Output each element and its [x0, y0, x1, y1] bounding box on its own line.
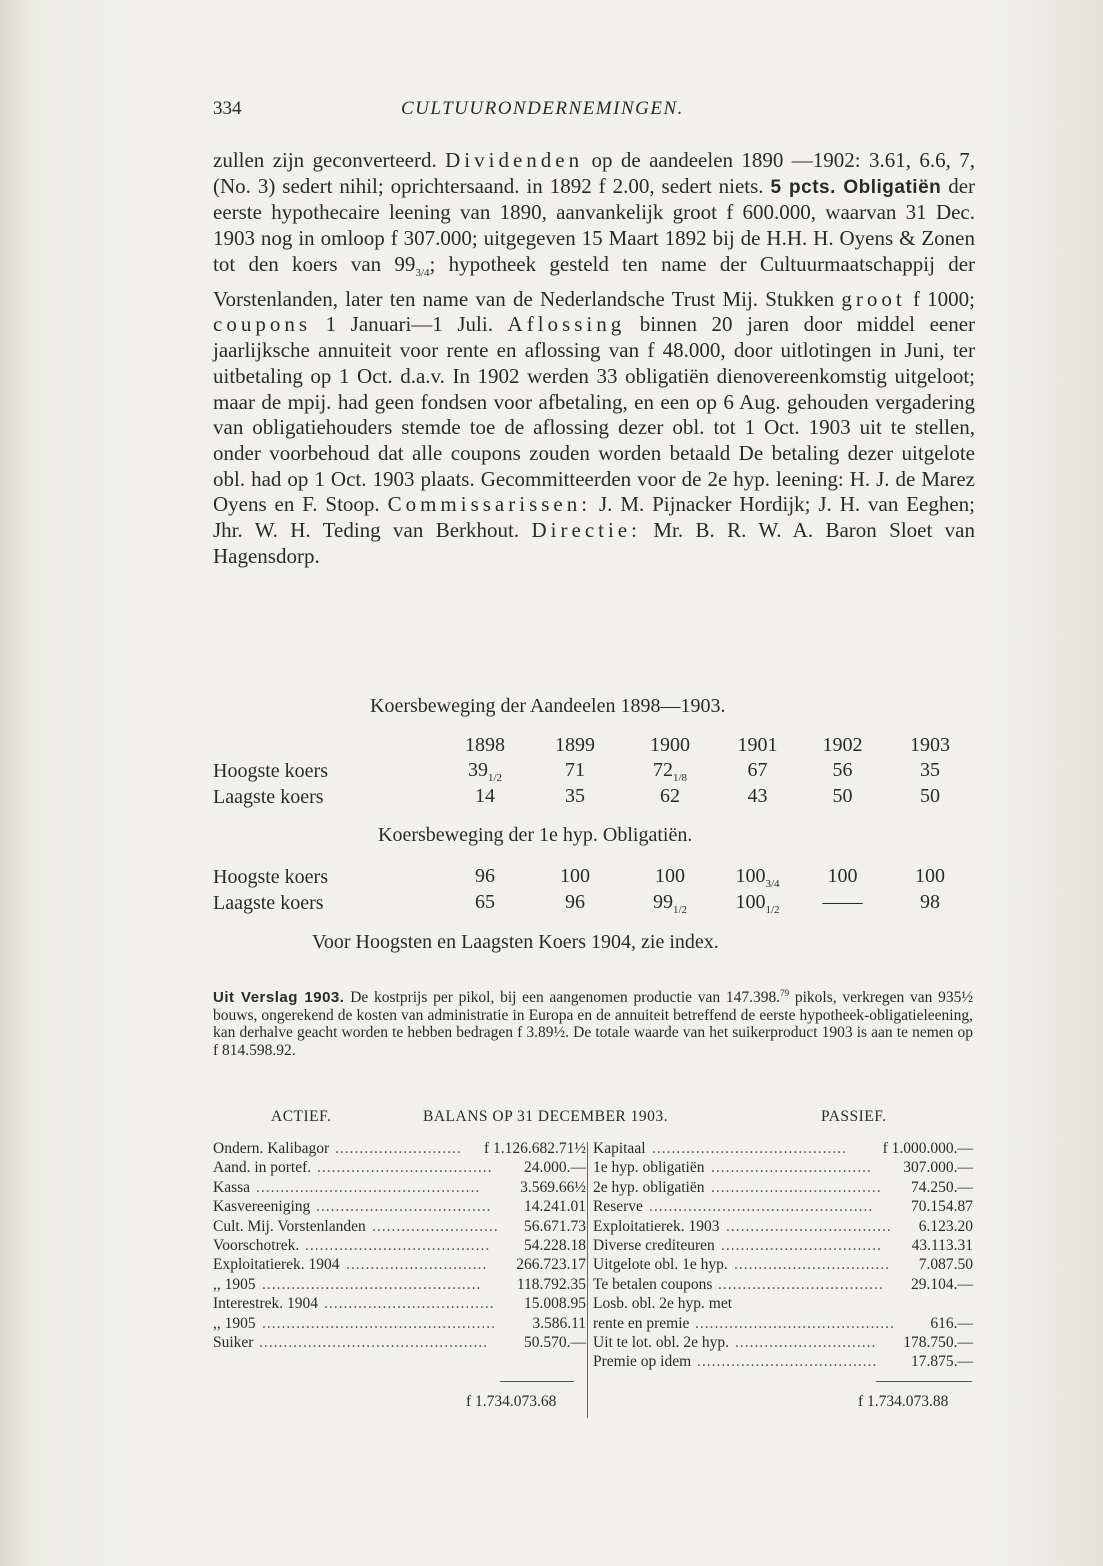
- row-value: 24.000.—: [524, 1159, 586, 1177]
- year-cell: 1899: [555, 733, 595, 756]
- year-cell: 1901: [737, 733, 778, 756]
- column-divider: [587, 1142, 588, 1418]
- table-row: [213, 1256, 586, 1275]
- value-cell: 14: [475, 784, 495, 807]
- row-label: Uitgelote obl. 1e hyp.: [593, 1256, 728, 1274]
- keyword-groot: groot: [841, 286, 906, 311]
- row-value: 56.671.73: [524, 1217, 586, 1235]
- value-cell: ——: [822, 890, 863, 913]
- row-value: 7.087.50: [918, 1256, 973, 1274]
- row-value: 17.875.—: [911, 1353, 973, 1371]
- row-label: 2e hyp. obligatiën: [593, 1178, 705, 1196]
- table-row: [593, 1295, 973, 1314]
- leader-dots: .................................: [721, 1236, 882, 1254]
- row-value: 14.241.01: [524, 1198, 586, 1216]
- leader-dots: ..............................................: [256, 1178, 481, 1196]
- row-label: Kasvereeniging: [213, 1198, 311, 1216]
- body-paragraph: [213, 148, 975, 569]
- row-label: 1e hyp. obligatiën: [593, 1159, 705, 1177]
- verslag-heading: Uit Verslag 1903.: [213, 989, 345, 1007]
- keyword-commissarissen: Commissarissen:: [387, 492, 592, 517]
- table-row: [593, 1334, 973, 1353]
- running-title: CULTUURONDERNEMINGEN.: [401, 98, 684, 119]
- text-span: J. M. Pijnacker Hordijk; J. H. van Eeghen; Jhr. W. H. Teding van Berkhout.: [213, 492, 976, 543]
- leader-dots: ..........................: [335, 1140, 462, 1157]
- leader-dots: .................................: [711, 1159, 872, 1177]
- table-row: [213, 1276, 586, 1295]
- table-row: [213, 1198, 586, 1217]
- table-row: [213, 1315, 586, 1334]
- koers-aandeelen-caption: Koersbeweging der Aandeelen 1898—1903.: [370, 695, 726, 717]
- text-span: pikols, verkregen van 935½ bouws, ongerekend de kosten van administratie in Europa en de annuiteit betreffend de eerste hypotheek-obligatieleening, kan derhalve geacht worden te hebben bedragen f 3.89½. De totale waarde van het suikerproduct 1903 is aan te nemen op f 814.598.92.: [213, 989, 973, 1059]
- row-label: Aand. in portef.: [213, 1159, 312, 1177]
- text-span: Mr. B. R. W. A. Baron Sloet van Hagensdorp.: [213, 518, 976, 568]
- table-row: [593, 1218, 973, 1237]
- value-cell: 67: [747, 758, 768, 781]
- keyword-directie: Directie:: [531, 518, 641, 543]
- value-cell: 50: [920, 784, 940, 807]
- table-row: [213, 1334, 586, 1353]
- row-value: 50.570.—: [524, 1333, 586, 1351]
- row-label: Ondern. Kalibagor: [213, 1140, 330, 1157]
- text-span: op de aandeelen 1890 —1902: 3.61, 6.6, 7, (No. 3) sedert nihil; oprichtersaand. in 1892 f 2.00, sedert niets.: [213, 148, 976, 198]
- row-label: Suiker: [213, 1333, 254, 1351]
- table-row: [593, 1256, 973, 1275]
- row-value: 178.750.—: [903, 1333, 973, 1351]
- page-number: 334: [213, 98, 242, 119]
- table-row: [213, 758, 975, 784]
- value-cell: $100_{1/2}$: [735, 890, 780, 916]
- table-row: [593, 1353, 973, 1372]
- row-label: Exploitatierek. 1904: [213, 1256, 340, 1274]
- year-cell: 1898: [465, 733, 505, 756]
- balans-header: [213, 1108, 973, 1128]
- table-header-row: [213, 732, 975, 758]
- row-label: ,, 1905: [213, 1275, 256, 1293]
- total-rule: [500, 1381, 574, 1382]
- row-label: Kapitaal: [593, 1140, 646, 1157]
- row-value: 74.250.—: [911, 1178, 973, 1196]
- year-cell: 1900: [650, 733, 690, 756]
- row-value: 616.—: [930, 1314, 973, 1332]
- row-value: 54.228.18: [524, 1236, 586, 1254]
- text-span: De kostprijs per pikol, bij een aangenomen productie van 147.398.: [350, 989, 781, 1007]
- leader-dots: ..........................: [372, 1217, 499, 1235]
- leader-dots: ................................................: [262, 1314, 496, 1332]
- actief-heading: ACTIEF.: [271, 1108, 332, 1125]
- year-cell: 1902: [822, 733, 863, 756]
- value-cell: 96: [565, 890, 585, 913]
- table-row: [213, 1295, 586, 1314]
- row-value: 43.113.31: [911, 1236, 973, 1254]
- row-label: Exploitatierek. 1903: [593, 1217, 720, 1235]
- value-cell: 35: [920, 758, 940, 781]
- table-row: [593, 1179, 973, 1198]
- value-cell: 65: [475, 890, 495, 913]
- keyword-coupons: coupons: [213, 312, 311, 337]
- row-value: 307.000.—: [903, 1159, 973, 1177]
- row-label: Laagste koers: [213, 785, 324, 808]
- value-cell: 71: [565, 758, 585, 781]
- row-label: Uit te lot. obl. 2e hyp.: [593, 1333, 730, 1351]
- table-row: [593, 1140, 973, 1159]
- row-value: 29.104.—: [911, 1275, 973, 1293]
- keyword-dividenden: Dividenden: [445, 148, 584, 172]
- table-row: [213, 864, 975, 890]
- row-label: Te betalen coupons: [593, 1275, 713, 1293]
- row-label: Voorschotrek.: [213, 1236, 300, 1254]
- value-cell: 100: [915, 864, 945, 887]
- value-cell: 56: [832, 758, 853, 781]
- text-span: ; hypotheek gesteld ten name der Cultuurmaatschappij der Vorstenlanden, later ten name van de Nederlandsche Trust Mij. Stukken: [213, 251, 976, 311]
- leader-dots: ................................: [734, 1256, 890, 1274]
- leader-dots: ...................................: [711, 1178, 882, 1196]
- koers-obligatien-caption: Koersbeweging der 1e hyp. Obligatiën.: [378, 824, 693, 846]
- keyword-aflossing: Aflossing: [507, 312, 626, 337]
- row-label: Cult. Mij. Vorstenlanden: [213, 1217, 366, 1235]
- text-span: f 1000;: [912, 286, 976, 311]
- table-row: [213, 1237, 586, 1256]
- verslag-paragraph: [213, 985, 973, 1060]
- leader-dots: ....................................: [317, 1159, 493, 1177]
- leader-dots: ..................................: [726, 1217, 892, 1235]
- table-row: [213, 890, 975, 916]
- row-value: 6.123.20: [918, 1217, 973, 1235]
- row-value: f 1.126.682.71½: [483, 1140, 586, 1157]
- leader-dots: ........................................: [652, 1140, 847, 1157]
- koers-note: Voor Hoogsten en Laagsten Koers 1904, zie index.: [312, 931, 719, 953]
- row-label: Premie op idem: [593, 1353, 692, 1371]
- leader-dots: .....................................: [697, 1353, 878, 1371]
- keyword-obligatien: 5 pcts. Obligatiën: [770, 176, 942, 198]
- leader-dots: .............................: [735, 1333, 877, 1351]
- year-cell: 1903: [910, 733, 950, 756]
- leader-dots: .............................................: [262, 1275, 482, 1293]
- value-cell: 50: [832, 784, 853, 807]
- passief-column: [593, 1140, 973, 1373]
- total-actief: f 1.734.073.68: [466, 1393, 557, 1410]
- actief-column: [213, 1140, 586, 1353]
- row-value: 118.792.35: [516, 1275, 586, 1293]
- table-row: [593, 1276, 973, 1295]
- text-span: zullen zijn geconverteerd.: [213, 148, 437, 172]
- leader-dots: ..............................................: [649, 1198, 874, 1216]
- text-span: binnen 20 jaren door middel eener jaarlijksche annuiteit voor rente en aflossing van f 48.000, door uitlotingen in Juni, ter uitbetaling op 1 Oct. d.a.v. In 1902 werden 33 obligatiën dienovereenkomstig uitgeloot; maar de mpij. had geen fondsen voor afbetaling, en een op 6 Aug. gehouden vergadering van obligatiehouders stemde toe de aflossing dezer obl. tot 1 Oct. 1903 uit te stellen, onder voorbehoud dat alle coupons zouden worden betaald De betaling dezer uitgelote obl. had op 1 Oct. 1903 plaats. Gecommitteerden voor de 2e hyp. leening: H. J. de Marez Oyens en F. Stoop.: [213, 312, 976, 517]
- table-row: [213, 1140, 586, 1159]
- value-cell: 62: [660, 784, 680, 807]
- row-value: 266.723.17: [516, 1256, 586, 1274]
- balans-totals: [213, 1393, 973, 1413]
- table-row: [593, 1159, 973, 1178]
- row-value: f 1.000.000.—: [882, 1140, 973, 1157]
- table-row: [593, 1315, 973, 1334]
- table-row: [213, 1159, 586, 1178]
- value-cell: $100_{3/4}$: [735, 864, 780, 890]
- leader-dots: ......................................: [305, 1236, 491, 1254]
- value-cell: $99_{1/2}$: [652, 890, 688, 916]
- table-row: [593, 1237, 973, 1256]
- value-cell: 43: [747, 784, 768, 807]
- leader-dots: ....................................: [316, 1198, 492, 1216]
- row-label: Interestrek. 1904: [213, 1295, 319, 1313]
- leader-dots: ...............................................: [259, 1333, 489, 1351]
- table-row: [213, 784, 975, 810]
- value-cell: 35: [565, 784, 585, 807]
- row-label: Losb. obl. 2e hyp. met: [593, 1295, 733, 1313]
- total-rule: [876, 1381, 972, 1382]
- row-label: Kassa: [213, 1178, 251, 1196]
- value-cell: 100: [827, 864, 858, 887]
- koers-aandeelen-table: [213, 732, 975, 810]
- row-label: Diverse crediteuren: [593, 1236, 715, 1254]
- leader-dots: .............................: [346, 1256, 488, 1274]
- fraction: 3/4: [415, 267, 430, 279]
- table-row: [213, 1179, 586, 1198]
- row-value: 70.154.87: [911, 1198, 973, 1216]
- value-cell: 98: [920, 890, 940, 913]
- value-cell: 100: [560, 864, 590, 887]
- table-row: [213, 1218, 586, 1237]
- row-value: 3.586.11: [532, 1314, 586, 1332]
- row-label: Laagste koers: [213, 891, 324, 914]
- leader-dots: .........................................: [695, 1314, 895, 1332]
- balans-title: BALANS OP 31 DECEMBER 1903.: [423, 1108, 669, 1125]
- total-passief: f 1.734.073.88: [858, 1393, 949, 1410]
- value-cell: 100: [655, 864, 685, 887]
- value-cell: 96: [475, 864, 495, 887]
- row-value: 3.569.66½: [520, 1178, 586, 1196]
- row-value: 15.008.95: [524, 1295, 586, 1313]
- row-label: Hoogste koers: [213, 865, 328, 888]
- row-label: rente en premie: [593, 1314, 690, 1332]
- value-cell: $72_{1/8}$: [652, 758, 688, 784]
- row-label: Hoogste koers: [213, 759, 328, 782]
- leader-dots: ...................................: [324, 1295, 495, 1313]
- value-cell: $39_{1/2}$: [467, 758, 503, 784]
- koers-obligatien-table: [213, 864, 975, 916]
- row-label: ,, 1905: [213, 1314, 256, 1332]
- table-row: [593, 1198, 973, 1217]
- leader-dots: ..................................: [718, 1275, 884, 1293]
- text-span: 1 Januari—1 Juli.: [325, 312, 493, 337]
- row-label: Reserve: [593, 1198, 643, 1216]
- text-span: der eerste hypothecaire leening van 1890, aanvankelijk groot f 600.000, waarvan 31 Dec. 1903 nog in omloop f 307.000; uitgegeven 15 Maart 1892 bij de H.H. H. Oyens & Zonen tot den koers van 99: [213, 173, 976, 276]
- superscript: 79: [780, 988, 790, 998]
- passief-heading: PASSIEF.: [821, 1108, 887, 1125]
